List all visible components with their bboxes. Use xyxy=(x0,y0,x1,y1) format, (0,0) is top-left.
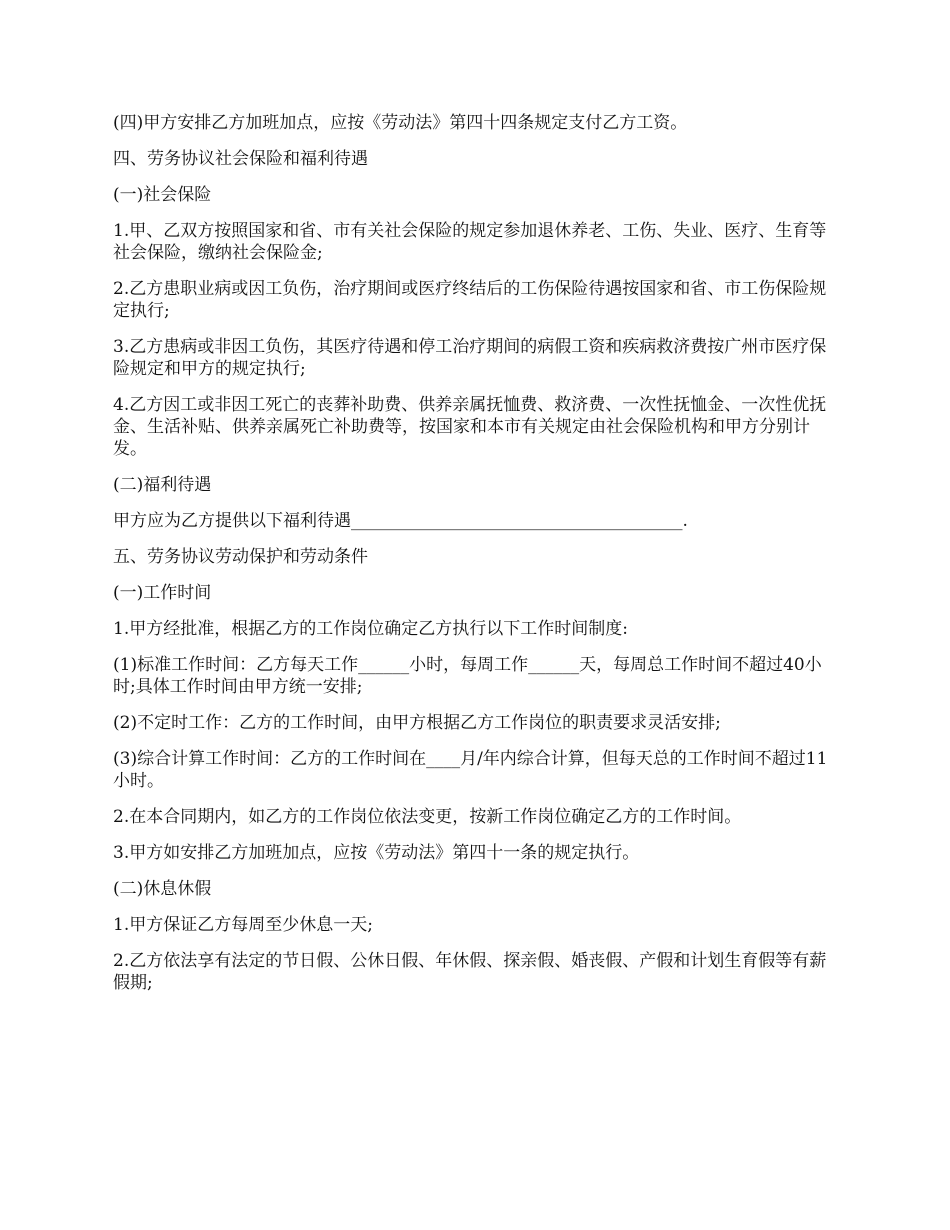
subheading-rest-leave: (二)休息休假 xyxy=(113,879,212,899)
paragraph-insurance-4: 4.乙方因工或非因工死亡的丧葬补助费、供养亲属抚恤费、救济费、一次性抚恤金、一次性优抚金、生活补贴、供养亲属死亡补助费等，按国家和本市有关规定由社会保险机构和甲方分别计发。 xyxy=(113,395,827,459)
subheading-social-insurance: (一)社会保险 xyxy=(113,185,212,205)
paragraph-insurance-3: 3.乙方患病或非因工负伤，其医疗待遇和停工治疗期间的病假工资和疾病救济费按广州市医疗保险规定和甲方的规定执行; xyxy=(113,337,827,379)
paragraph-overtime-pay: (四)甲方安排乙方加班加点，应按《劳动法》第四十四条规定支付乙方工资。 xyxy=(113,113,688,133)
paragraph-rest-2: 2.乙方依法享有法定的节日假、公休日假、年休假、探亲假、婚丧假、产假和计划生育假等有薪假期; xyxy=(113,951,827,993)
paragraph-hours-flexible: (2)不定时工作：乙方的工作时间，由甲方根据乙方工作岗位的职责要求灵活安排; xyxy=(113,713,721,733)
paragraph-welfare-blank: 甲方应为乙方提供以下福利待遇_______________________________________. xyxy=(113,511,688,531)
paragraph-hours-comprehensive: (3)综合计算工作时间：乙方的工作时间在____月/年内综合计算，但每天总的工作时间不超过11小时。 xyxy=(113,749,828,791)
paragraph-hours-3: 3.甲方如安排乙方加班加点，应按《劳动法》第四十一条的规定执行。 xyxy=(113,843,640,863)
paragraph-rest-1: 1.甲方保证乙方每周至少休息一天; xyxy=(113,915,373,935)
subheading-working-hours: (一)工作时间 xyxy=(113,583,212,603)
paragraph-insurance-2: 2.乙方患职业病或因工负伤，治疗期间或医疗终结后的工伤保险待遇按国家和省、市工伤保险规定执行; xyxy=(113,279,827,321)
heading-section-four: 四、劳务协议社会保险和福利待遇 xyxy=(113,149,368,169)
subheading-welfare: (二)福利待遇 xyxy=(113,475,212,495)
heading-section-five: 五、劳务协议劳动保护和劳动条件 xyxy=(113,547,368,567)
paragraph-insurance-1: 1.甲、乙双方按照国家和省、市有关社会保险的规定参加退休养老、工伤、失业、医疗、生育等社会保险，缴纳社会保险金; xyxy=(113,221,827,263)
paragraph-hours-standard: (1)标准工作时间：乙方每天工作______小时，每周工作______天，每周总工作时间不超过40小时;具体工作时间由甲方统一安排; xyxy=(113,655,822,697)
paragraph-hours-1: 1.甲方经批准，根据乙方的工作岗位确定乙方执行以下工作时间制度: xyxy=(113,619,628,639)
paragraph-hours-2: 2.在本合同期内，如乙方的工作岗位依法变更，按新工作岗位确定乙方的工作时间。 xyxy=(113,807,742,827)
document-body xyxy=(113,112,843,1008)
